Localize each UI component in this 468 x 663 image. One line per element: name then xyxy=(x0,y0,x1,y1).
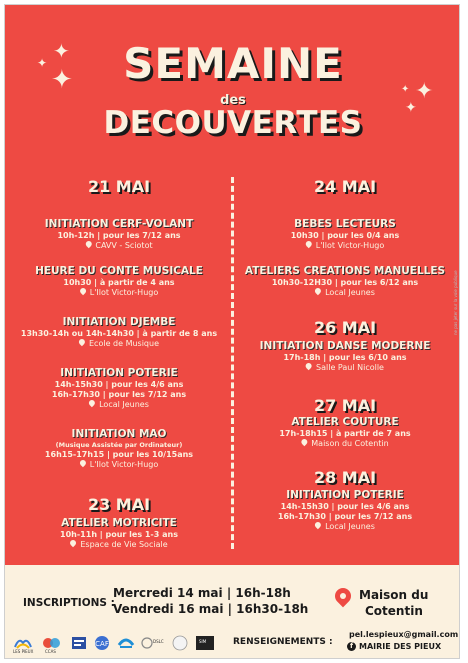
event-location-label: L'Ilot Victor-Hugo xyxy=(315,241,385,250)
event-title: INITIATION DJEMBE xyxy=(62,316,176,328)
inscriptions-label: INSCRIPTIONS : xyxy=(23,597,115,609)
event-location xyxy=(45,460,193,469)
inscriptions-date-1: Mercredi 14 mai | 16h-18h xyxy=(113,586,291,600)
location-pin-icon xyxy=(314,287,322,295)
event-location-label: Salle Paul Nicolle xyxy=(316,363,384,372)
event-location xyxy=(260,363,431,372)
day-heading-26-mai: 26 MAI xyxy=(313,318,377,337)
location-pin-icon xyxy=(300,438,308,446)
event-title: INITIATION POTERIE xyxy=(60,367,178,379)
event-location-label: Local Jeunes xyxy=(325,522,375,531)
event-title: ATELIER MOTRICITE xyxy=(61,517,177,529)
sparkle-star-icon: ✦ xyxy=(401,84,410,95)
event-schedule: 17h-18h | pour les 6/10 ans xyxy=(283,353,407,362)
event-atelier-couture xyxy=(279,416,410,448)
event-initiation-poterie-28 xyxy=(278,489,412,531)
location-name-line1: Maison du xyxy=(359,588,429,602)
event-title: INITIATION POTERIE xyxy=(286,489,404,501)
svg-text:CAF: CAF xyxy=(95,640,109,648)
renseignements-label: RENSEIGNEMENTS : xyxy=(233,637,333,647)
poster-red-area xyxy=(5,5,460,565)
event-location-label: CAVV - Sciotot xyxy=(95,241,153,250)
partner-logo-icon xyxy=(117,633,135,653)
column-divider xyxy=(231,177,234,549)
event-location xyxy=(45,241,193,250)
day-heading-23-mai: 23 MAI xyxy=(87,495,151,514)
partner-logo-icon xyxy=(171,633,189,653)
day-heading-21-mai: 21 MAI xyxy=(87,177,151,196)
sparkle-star-icon: ✦ xyxy=(405,100,417,116)
event-title: INITIATION DANSE MODERNE xyxy=(259,340,431,352)
event-location-label: Ecole de Musique xyxy=(88,339,160,348)
event-schedule: 10h-11h | pour les 1-3 ans xyxy=(60,530,178,539)
event-location-label: Local Jeunes xyxy=(325,288,375,297)
location-name-line2: Cotentin xyxy=(365,604,423,618)
event-location xyxy=(278,522,412,531)
event-location xyxy=(21,339,217,348)
sparkle-star-icon: ✦ xyxy=(53,39,70,63)
location-pin-icon xyxy=(79,459,87,467)
event-location xyxy=(52,400,186,409)
location-pin-icon xyxy=(84,240,92,248)
event-schedule: 16h15-17h15 | pour les 10/15ans xyxy=(44,450,194,459)
event-title: BEBES LECTEURS xyxy=(294,218,396,230)
event-location xyxy=(291,241,400,250)
event-schedule: 10h-12h | pour les 7/12 ans xyxy=(57,231,181,240)
event-schedule: 13h30-14h ou 14h-14h30 | à partir de 8 ans xyxy=(20,329,218,338)
event-atelier-motricite xyxy=(60,517,178,549)
event-schedule: 17h-18h15 | à partir de 7 ans xyxy=(279,429,411,438)
event-initiation-mao xyxy=(45,428,193,469)
sparkle-star-icon: ✦ xyxy=(37,56,48,70)
event-location xyxy=(279,439,410,448)
event-initiation-poterie-21 xyxy=(52,367,186,409)
event-title: HEURE DU CONTE MUSICALE xyxy=(35,265,203,277)
event-initiation-danse xyxy=(260,340,431,372)
logo-caption: DSLC xyxy=(153,639,164,644)
event-location-label: Local Jeunes xyxy=(99,400,149,409)
partner-logo-icon xyxy=(93,633,111,653)
event-initiation-cerf-volant xyxy=(45,218,193,250)
logo-caption: CCAS xyxy=(45,649,56,654)
poster-title-des: des xyxy=(220,93,246,108)
event-bebes-lecteurs xyxy=(291,218,400,250)
poster xyxy=(4,4,460,659)
event-ateliers-creations xyxy=(245,265,445,297)
facebook-icon: f xyxy=(347,642,356,651)
event-schedule-2: 16h-17h30 | pour les 7/12 ans xyxy=(277,512,413,521)
event-title: INITIATION CERF-VOLANT xyxy=(44,218,194,230)
event-location-label: Espace de Vie Sociale xyxy=(80,540,168,549)
event-schedule: 14h-15h30 | pour les 4/6 ans xyxy=(280,502,410,511)
event-heure-du-conte xyxy=(35,265,203,297)
location-pin-icon xyxy=(314,521,322,529)
location-pin-icon xyxy=(88,399,96,407)
event-initiation-djembe xyxy=(21,316,217,348)
event-schedule: 14h-15h30 | pour les 4/6 ans xyxy=(54,380,184,389)
partner-logo-icon xyxy=(71,633,87,653)
location-pin-icon xyxy=(79,287,87,295)
location-pin-icon xyxy=(305,240,313,248)
event-title: INITIATION MAO xyxy=(71,428,167,440)
day-heading-24-mai: 24 MAI xyxy=(313,177,377,196)
contact-email[interactable]: pel.lespieux@gmail.com xyxy=(349,630,459,639)
logo-caption: SIM xyxy=(199,639,207,644)
poster-title-semaine: SEMAINE xyxy=(123,39,343,88)
location-pin-icon xyxy=(305,362,313,370)
event-location xyxy=(245,288,445,297)
inscriptions-date-2: Vendredi 16 mai | 16h30-18h xyxy=(113,602,309,616)
facebook-page-name[interactable]: MAIRIE DES PIEUX xyxy=(359,642,442,651)
sparkle-star-icon: ✦ xyxy=(51,65,73,95)
event-title: ATELIERS CREATIONS MANUELLES xyxy=(244,265,446,277)
event-subtitle: (Musique Assistée par Ordinateur) xyxy=(55,441,183,449)
event-schedule-2: 16h-17h30 | pour les 7/12 ans xyxy=(51,390,187,399)
event-location xyxy=(60,540,178,549)
day-heading-27-mai: 27 MAI xyxy=(313,396,377,415)
event-location-label: L'Ilot Victor-Hugo xyxy=(89,288,159,297)
location-pin-icon xyxy=(69,539,77,547)
event-location-label: L'Ilot Victor-Hugo xyxy=(89,460,159,469)
event-schedule: 10h30 | à partir de 4 ans xyxy=(63,278,175,287)
event-location-label: Maison du Cotentin xyxy=(311,439,389,448)
event-title: ATELIER COUTURE xyxy=(291,416,399,428)
location-pin-icon xyxy=(332,585,355,608)
location-pin-icon xyxy=(78,338,86,346)
info-footer xyxy=(5,565,460,659)
event-location xyxy=(35,288,203,297)
sparkle-star-icon: ✦ xyxy=(415,79,434,104)
event-schedule: 10h30-12H30 | pour les 6/12 ans xyxy=(271,278,419,287)
poster-title-decouvertes: DECOUVERTES xyxy=(103,105,363,141)
event-schedule: 10h30 | pour les 0/4 ans xyxy=(290,231,400,240)
logo-caption: LES PIEUX xyxy=(13,649,34,654)
day-heading-28-mai: 28 MAI xyxy=(313,468,377,487)
side-legal-text: ne pas jeter sur la voie publique xyxy=(453,270,458,335)
